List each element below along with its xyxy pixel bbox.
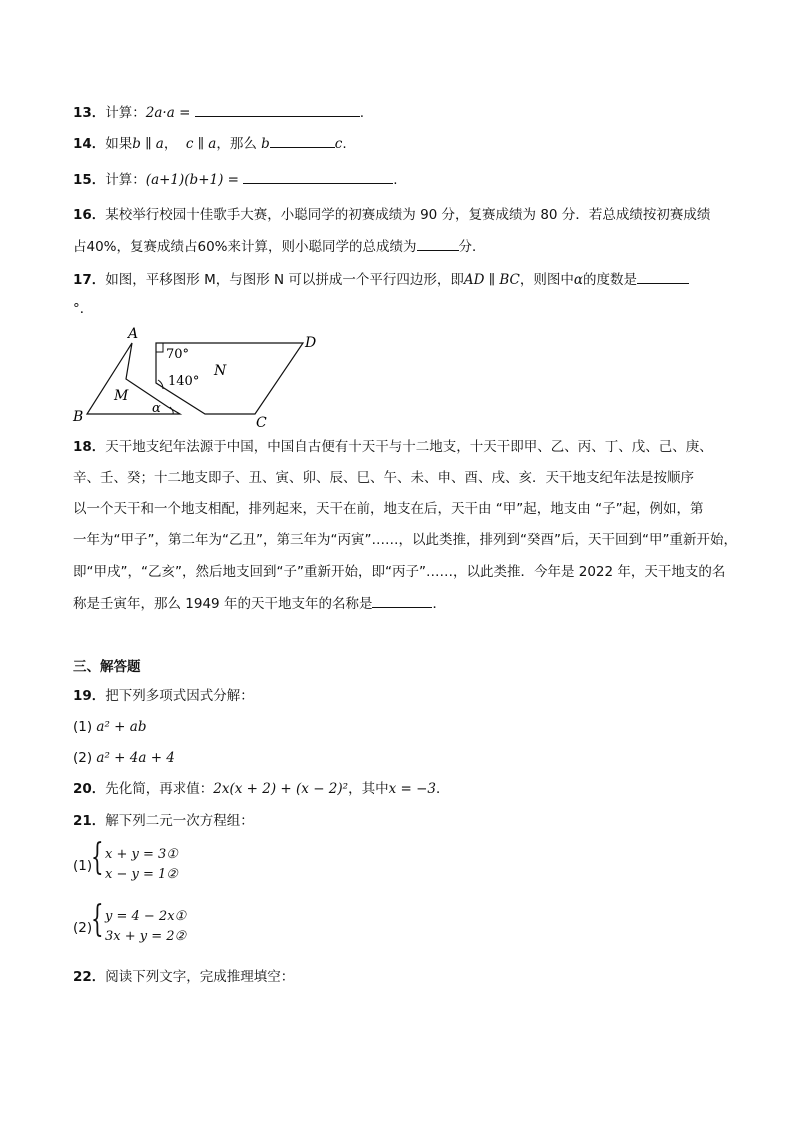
system-1: (1) { x + y = 3① x − y = 1② — [73, 837, 178, 882]
angle-mark-alpha — [170, 407, 173, 414]
section-heading: 三、解答题 — [73, 659, 141, 675]
question-number: 19． — [73, 688, 106, 704]
geometry-figure — [70, 325, 330, 430]
system-2: (2) { y = 4 − 2x① 3x + y = 2② — [73, 899, 187, 944]
question-number: 21． — [73, 813, 106, 829]
brace-icon: { — [91, 837, 104, 878]
answer-blank[interactable] — [243, 170, 393, 184]
question-number: 22． — [73, 969, 106, 985]
math-expression: (a+1)(b+1) = — [145, 172, 239, 188]
angle-mark-70 — [156, 343, 163, 352]
question-19: 19．把下列多项式因式分解： — [73, 688, 254, 704]
question-21: 21．解下列二元一次方程组： — [73, 813, 254, 829]
label-alpha: α — [152, 401, 161, 416]
question-14: 14．如果b ∥ a， c ∥ a，那么 b c. — [73, 136, 347, 152]
question-number: 13． — [73, 105, 106, 121]
question-number: 18． — [73, 439, 106, 455]
label-140-deg: 140° — [168, 374, 200, 389]
answer-blank[interactable] — [195, 103, 360, 117]
label-a: A — [128, 326, 139, 342]
label-m: M — [114, 388, 129, 404]
label-b: B — [73, 409, 84, 425]
question-15: 15．计算：(a+1)(b+1) = . — [73, 172, 398, 188]
question-13: 13．计算：2a·a = . — [73, 105, 364, 121]
question-number: 20． — [73, 781, 106, 797]
question-22: 22．阅读下列文字，完成推理填空： — [73, 969, 295, 985]
label-c: C — [256, 415, 267, 430]
question-20: 20．先化简，再求值：2x(x + 2) + (x − 2)²，其中x = −3． — [73, 781, 450, 797]
question-17: 17．如图，平移图形 M，与图形 N 可以拼成一个平行四边形，即AD ∥ BC，则图中α的度数是 — [73, 270, 689, 289]
answer-blank[interactable] — [417, 237, 459, 251]
label-70-deg: 70° — [166, 347, 190, 362]
question-16: 16．某校举行校园十佳歌手大赛，小聪同学的初赛成绩为 90 分，复赛成绩为 80 分．若总成绩按初赛成绩 — [73, 207, 711, 223]
brace-icon: { — [91, 899, 104, 940]
answer-blank[interactable] — [372, 594, 432, 608]
question-18: 18．天干地支纪年法源于中国，中国自古便有十天干与十二地支，十天干即甲、乙、丙、丁、戊、己、庚、 — [73, 439, 713, 455]
question-number: 15． — [73, 172, 106, 188]
answer-blank[interactable] — [637, 270, 689, 284]
answer-blank[interactable] — [270, 134, 335, 148]
label-d: D — [305, 335, 317, 351]
label-n: N — [214, 363, 227, 379]
question-number: 17． — [73, 272, 106, 288]
question-number: 16． — [73, 207, 106, 223]
question-number: 14． — [73, 136, 106, 152]
math-expression: 2a·a = — [145, 105, 191, 121]
